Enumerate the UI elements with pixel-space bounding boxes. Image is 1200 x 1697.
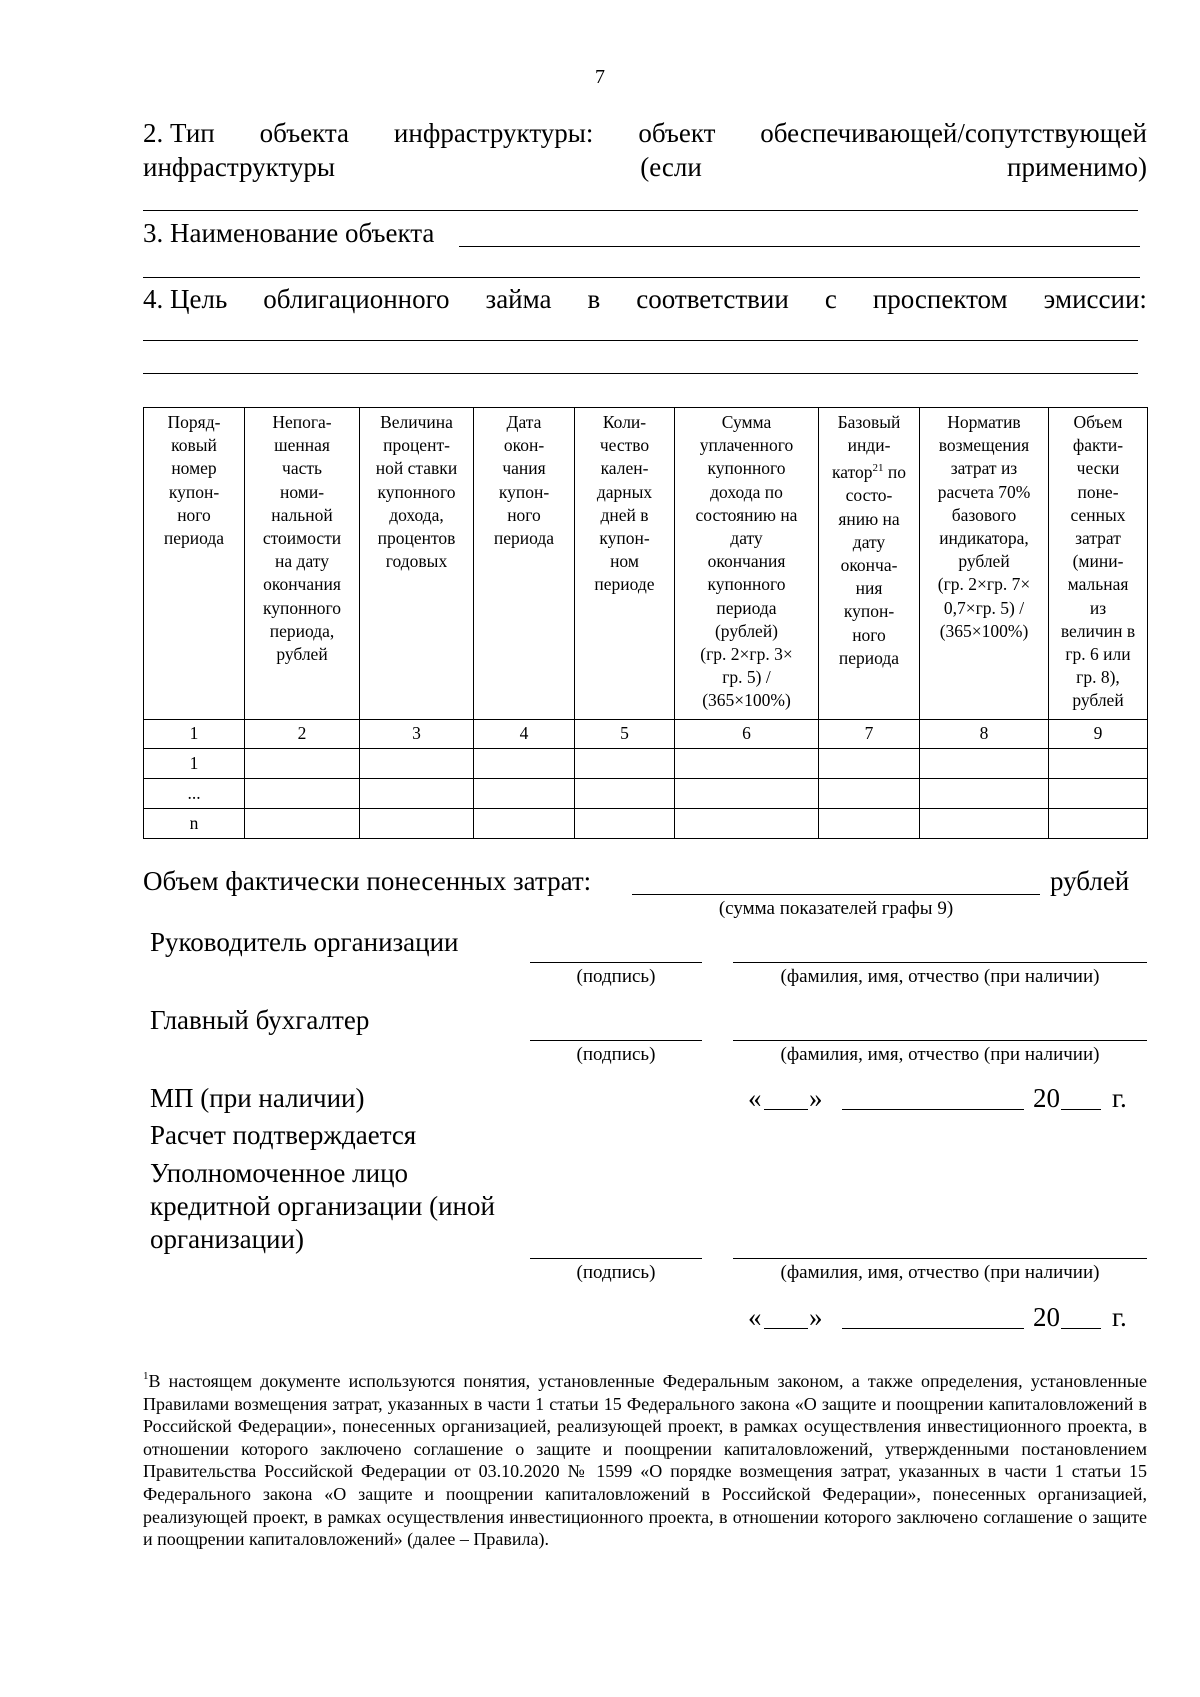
total-fill-line — [632, 894, 1040, 895]
column-number: 9 — [1049, 720, 1148, 749]
page-number: 7 — [595, 66, 605, 88]
date-day-line[interactable] — [764, 1109, 808, 1110]
name-caption: (фамилия, имя, отчество (при наличии) — [780, 1044, 1100, 1065]
section2-fill-line — [143, 210, 1138, 211]
header-text: Величина процент- ной ставки купонного дохода, процентов годовых — [375, 412, 458, 572]
column-number: 4 — [474, 720, 575, 749]
table-cell[interactable] — [474, 779, 575, 809]
table-cell[interactable] — [245, 809, 360, 839]
table-cell[interactable] — [360, 749, 474, 779]
section4-word: соответствии — [636, 284, 789, 314]
section2-word: (если — [640, 152, 702, 182]
header-text — [819, 411, 919, 670]
table-row — [144, 779, 1148, 809]
table-cell[interactable] — [575, 809, 675, 839]
table-header-6 — [675, 408, 819, 720]
row-number: n — [144, 809, 245, 839]
row-number: 1 — [144, 749, 245, 779]
section2-word: объекта — [259, 118, 350, 148]
table-row — [144, 809, 1148, 839]
authorized-signature-line[interactable] — [530, 1258, 702, 1259]
coupon-table — [143, 407, 1148, 839]
head-signature-line[interactable] — [530, 962, 702, 963]
section4-word: 4. Цель — [143, 284, 228, 314]
table-cell[interactable] — [575, 779, 675, 809]
table-cell[interactable] — [474, 749, 575, 779]
date-year: 20 — [1033, 1083, 1060, 1113]
table-cell[interactable] — [819, 779, 920, 809]
column-number: 3 — [360, 720, 474, 749]
header-text-part: по состо- янию на дату оконча- ния купон- ного периода — [838, 462, 906, 668]
section3-fill-line — [459, 246, 1140, 247]
table-cell[interactable] — [920, 779, 1049, 809]
section2-line1 — [143, 116, 1147, 150]
section4-word: с — [824, 284, 837, 314]
table-cell[interactable] — [920, 809, 1049, 839]
footnote-text: В настоящем документе используются понятия, установленные Федеральным законом, а также определения, установленные Правилами возмещения затрат, указанных в части 1 статьи 15 Федерального закона «О защите и поощрении капиталовложений в Российской Федерации», понесенных организацией, реализующей проект, в рамках осуществления инвестиционного проекта, в отношении которого заключено соглашение о защите и поощрении капиталовложений, утвержденными постановлением Правительства Российской Федерации от 03.10.2020 № 1599 «О порядке возмещения затрат, указанных в части 1 статьи 15 Федерального закона «О защите и поощрении капиталовложений в Российской Федерации», понесенных организацией, реализующей проект, в рамках осуществления инвестиционного проекта, в отношении которого заключено соглашение о защите и поощрении капиталовложений» (далее – Правила). — [143, 1371, 1147, 1550]
table-cell[interactable] — [675, 809, 819, 839]
section4-fill-line2 — [143, 373, 1138, 374]
accountant-signature-line[interactable] — [530, 1040, 702, 1041]
section4-word: проспектом — [872, 284, 1008, 314]
table-header-1 — [144, 408, 245, 720]
section2-word: обеспечивающей/сопутствующей — [760, 118, 1147, 148]
section4-line — [143, 282, 1147, 316]
section3-label: 3. Наименование объекта — [143, 218, 435, 248]
header-text: Поряд- ковый номер купон- ного периода — [163, 412, 225, 549]
table-cell[interactable] — [1049, 779, 1148, 809]
section2-word: инфраструктуры — [143, 152, 335, 182]
accountant-name-line[interactable] — [733, 1040, 1147, 1041]
confirm-label: Расчет подтверждается — [150, 1120, 417, 1150]
total-caption: (сумма показателей графы 9) — [718, 898, 954, 919]
section2-line2 — [143, 150, 1147, 184]
signature-caption: (подпись) — [576, 1262, 656, 1283]
column-number: 7 — [819, 720, 920, 749]
table-cell[interactable] — [360, 809, 474, 839]
header-text: Сумма уплаченного купонного дохода по состоянию на дату окончания купонного периода (рублей) (гр. 2×гр. 3× гр. 5) / (365×100%) — [695, 412, 798, 711]
accountant-label: Главный бухгалтер — [150, 1005, 370, 1035]
table-header-3 — [360, 408, 474, 720]
date-month-line[interactable] — [842, 1328, 1024, 1329]
date-field — [748, 1300, 1138, 1334]
table-cell[interactable] — [575, 749, 675, 779]
section4-word: облигационного — [263, 284, 450, 314]
column-number: 1 — [144, 720, 245, 749]
header-text-part: Базовый инди- катор — [832, 412, 901, 483]
table-header-2 — [245, 408, 360, 720]
column-number: 8 — [920, 720, 1049, 749]
table-header-4 — [474, 408, 575, 720]
table-header-5 — [575, 408, 675, 720]
column-number: 6 — [675, 720, 819, 749]
footnote-ref: 21 — [872, 462, 884, 475]
section2-word: применимо) — [1007, 152, 1147, 182]
signature-caption: (подпись) — [576, 1044, 656, 1065]
footnote-marker: 1 — [143, 1370, 149, 1382]
date-open-quote: « — [748, 1302, 762, 1332]
header-text: Коли- чество кален- дарных дней в купон- ном периоде — [594, 412, 655, 595]
column-number: 5 — [575, 720, 675, 749]
table-cell[interactable] — [920, 749, 1049, 779]
table-cell[interactable] — [360, 779, 474, 809]
head-label: Руководитель организации — [150, 927, 459, 957]
table-cell[interactable] — [819, 749, 920, 779]
date-open-quote: « — [748, 1083, 762, 1113]
header-text: Дата окон- чания купон- ного периода — [493, 412, 555, 549]
date-month-line[interactable] — [842, 1109, 1024, 1110]
date-day-line[interactable] — [764, 1328, 808, 1329]
date-year-line[interactable] — [1061, 1109, 1101, 1110]
section4-fill-line — [143, 340, 1138, 341]
date-year: 20 — [1033, 1302, 1060, 1332]
header-text: Норматив возмещения затрат из расчета 70% базового индикатора, рублей (гр. 2×гр. 7× 0,7×гр. 5) / (365×100%) — [937, 412, 1031, 641]
date-year-line[interactable] — [1061, 1328, 1101, 1329]
name-caption: (фамилия, имя, отчество (при наличии) — [780, 966, 1100, 987]
section2-word: инфраструктуры: — [393, 118, 594, 148]
table-cell[interactable] — [1049, 749, 1148, 779]
header-text: Объем факти- чески поне- сенных затрат (мини- мальная из величин в гр. 6 или гр. 8), рублей — [1060, 412, 1136, 711]
date-suffix: г. — [1112, 1083, 1127, 1113]
section4-word: в — [587, 284, 601, 314]
section2-word: 2. Тип — [143, 118, 215, 148]
name-caption: (фамилия, имя, отчество (при наличии) — [780, 1262, 1100, 1283]
table-cell[interactable] — [819, 809, 920, 839]
header-text: Непога- шенная часть номи- нальной стоимости на дату окончания купонного периода, рублей — [262, 412, 342, 665]
authorized-name-line[interactable] — [733, 1258, 1147, 1259]
signature-caption: (подпись) — [576, 966, 656, 987]
footnote — [143, 1370, 1147, 1551]
section3-fill-line2 — [143, 277, 1140, 278]
table-cell[interactable] — [675, 749, 819, 779]
date-field — [748, 1081, 1138, 1115]
total-unit: рублей — [1050, 866, 1130, 896]
table-header-8 — [920, 408, 1049, 720]
table-cell[interactable] — [675, 779, 819, 809]
date-suffix: г. — [1112, 1302, 1127, 1332]
section4-word: займа — [485, 284, 552, 314]
table-row — [144, 749, 1148, 779]
table-cell[interactable] — [1049, 809, 1148, 839]
column-number: 2 — [245, 720, 360, 749]
date-close-quote: » — [809, 1083, 823, 1113]
table-cell[interactable] — [245, 749, 360, 779]
total-label: Объем фактически понесенных затрат: — [143, 866, 592, 896]
section2-word: объект — [638, 118, 716, 148]
authorized-label: Уполномоченное лицо кредитной организации (иной организации) — [150, 1158, 495, 1254]
table-cell[interactable] — [245, 779, 360, 809]
table-cell[interactable] — [474, 809, 575, 839]
stamp-label: МП (при наличии) — [150, 1083, 365, 1113]
head-name-line[interactable] — [733, 962, 1147, 963]
date-close-quote: » — [809, 1302, 823, 1332]
section4-word: эмиссии: — [1043, 284, 1147, 314]
table-header-9 — [1049, 408, 1148, 720]
row-number: ... — [144, 779, 245, 809]
table-header-7 — [819, 408, 920, 720]
